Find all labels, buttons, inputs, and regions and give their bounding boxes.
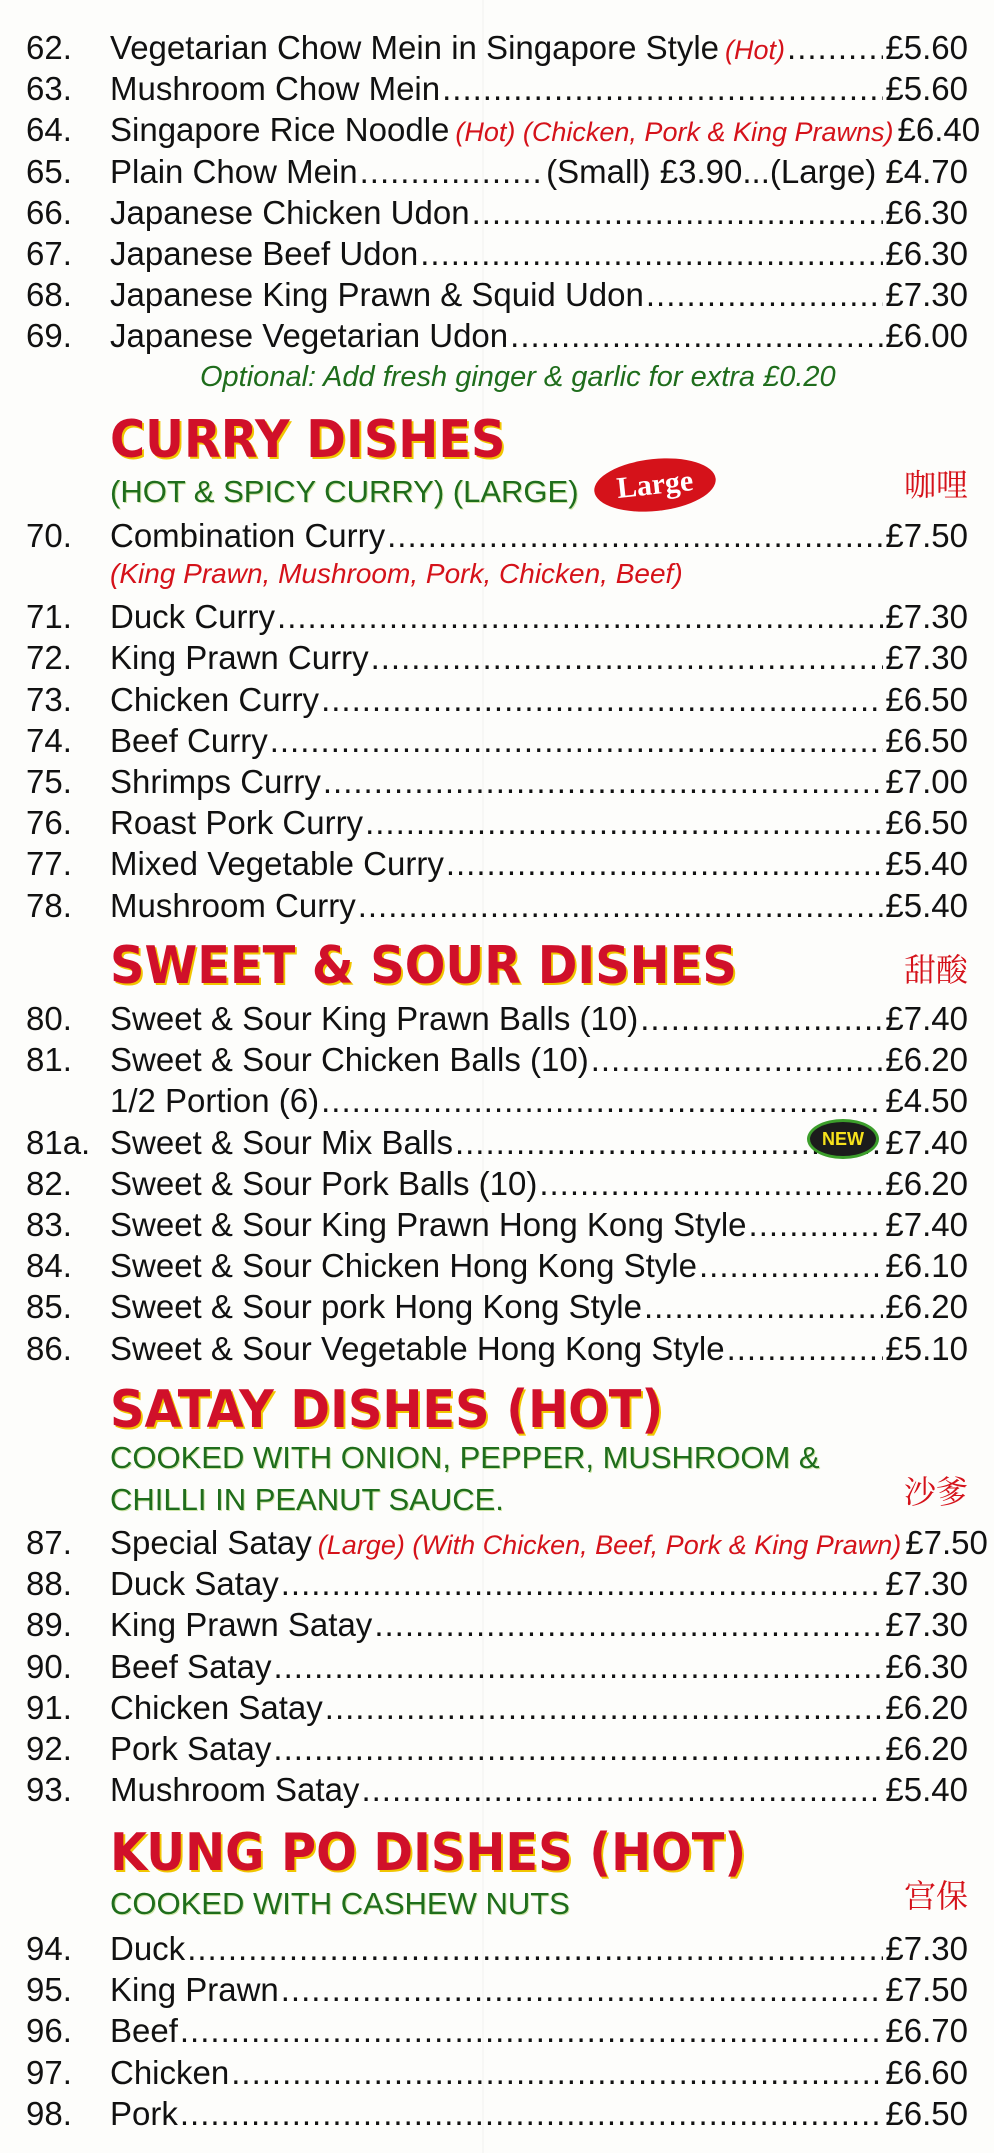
item-number: 94. — [26, 1930, 72, 1967]
item-price: £7.30 — [885, 1565, 968, 1603]
menu-item-row — [0, 1286, 994, 1327]
menu-item-row — [0, 1204, 994, 1245]
dot-leader — [420, 233, 883, 274]
item-price: £6.20 — [885, 1730, 968, 1767]
item-number: 81a. — [26, 1123, 91, 1161]
item-price: £7.50 — [905, 1524, 988, 1561]
menu-item-row — [0, 1604, 994, 1645]
item-name: Sweet & Sour Chicken Hong Kong Style — [110, 1247, 697, 1285]
item-price: £6.60 — [885, 2053, 968, 2091]
menu-item-row — [0, 515, 994, 556]
dot-leader — [727, 1328, 884, 1369]
kung-po-subheading: COOKED WITH CASHEW NUTS — [110, 1886, 570, 1921]
item-name: Duck Satay — [110, 1565, 279, 1603]
item-price: £7.30 — [885, 639, 968, 677]
item-number: 64. — [26, 111, 72, 149]
item-price: £6.40 — [897, 111, 981, 149]
menu-item-row — [0, 1969, 994, 2010]
dot-leader — [273, 1728, 883, 1769]
item-name: Combination Curry — [110, 517, 386, 554]
dot-leader — [180, 2010, 884, 2051]
item-price: £7.50 — [885, 517, 968, 554]
curry-heading: CURRY DISHES — [110, 410, 506, 470]
menu-item-row — [0, 802, 994, 843]
item-name: Sweet & Sour Vegetable Hong Kong Style — [110, 1329, 725, 1367]
dot-leader — [187, 1928, 883, 1969]
dot-leader — [539, 1163, 883, 1204]
item-note: (Large) (With Chicken, Beef, Pork & King Prawn) — [317, 1530, 902, 1560]
menu-item-row — [0, 1080, 994, 1121]
item-name: Special Satay — [110, 1524, 312, 1561]
item-name: King Prawn Curry — [110, 639, 369, 677]
dot-leader — [273, 1646, 883, 1687]
dot-leader — [325, 1687, 884, 1728]
dot-leader — [358, 885, 884, 926]
dot-leader — [591, 1039, 884, 1080]
item-number: 75. — [26, 763, 72, 800]
menu-item-row — [0, 679, 994, 720]
sweet-sour-chinese: 甜酸 — [903, 951, 968, 989]
item-number: 81. — [26, 1041, 72, 1079]
item-number: 72. — [26, 639, 72, 677]
menu-item-row — [0, 1039, 994, 1080]
dot-leader — [323, 761, 884, 802]
satay-chinese: 沙爹 — [903, 1473, 968, 1511]
item-number: 98. — [26, 2094, 72, 2132]
item-number: 66. — [26, 193, 72, 231]
item-price: £7.40 — [885, 1206, 968, 1243]
menu-item-row — [0, 637, 994, 678]
item-name: Duck Curry — [110, 598, 276, 636]
menu-item-row — [0, 274, 994, 315]
menu-item-row — [0, 151, 994, 192]
item-name: King Prawn — [110, 1971, 279, 2009]
item-name: Beef Curry — [110, 721, 268, 759]
item-name: 1/2 Portion (6) — [110, 1082, 320, 1120]
item-number: 96. — [26, 2012, 72, 2050]
item-price: £6.50 — [885, 804, 968, 842]
dot-leader — [442, 68, 883, 109]
item-number: 70. — [26, 517, 72, 554]
item-price: £6.00 — [885, 317, 968, 355]
item-number: 69. — [26, 317, 72, 355]
item-price: £5.40 — [885, 886, 968, 924]
item-name: King Prawn Satay — [110, 1606, 373, 1644]
item-price: £6.30 — [885, 1647, 968, 1685]
dot-leader — [277, 596, 883, 637]
sweet-sour-heading: SWEET & SOUR DISHES — [110, 936, 737, 996]
item-price: £6.30 — [885, 193, 968, 231]
dot-leader — [361, 1769, 883, 1810]
item-number: 86. — [26, 1329, 72, 1367]
item-number: 67. — [26, 235, 72, 272]
item-number: 73. — [26, 680, 72, 718]
menu-item-row — [0, 885, 994, 926]
item-number: 71. — [26, 598, 72, 636]
dot-leader — [360, 151, 544, 192]
large-badge: Large — [592, 453, 719, 517]
menu-item-row — [0, 2010, 994, 2051]
satay-heading: SATAY DISHES (HOT) — [110, 1380, 664, 1440]
item-name: Sweet & Sour pork Hong Kong Style — [110, 1288, 642, 1326]
item-name: Chicken — [110, 2053, 230, 2091]
item-number: 92. — [26, 1730, 72, 1767]
dot-leader — [644, 1286, 883, 1327]
item-price: £6.20 — [885, 1288, 968, 1326]
item-price: £6.50 — [885, 680, 968, 718]
item-number: 83. — [26, 1206, 72, 1243]
menu-item-row — [0, 998, 994, 1039]
menu-item-row — [0, 315, 994, 356]
item-price: £6.20 — [885, 1164, 968, 1202]
item-name: Sweet & Sour King Prawn Hong Kong Style — [110, 1206, 747, 1243]
item-price: £4.50 — [885, 1082, 968, 1120]
item-price: £6.10 — [885, 1247, 968, 1285]
item-number: 90. — [26, 1647, 72, 1685]
dot-leader — [472, 192, 884, 233]
menu-item-row — [0, 109, 994, 150]
item-name: Sweet & Sour Chicken Balls (10) — [110, 1041, 589, 1079]
menu-item-row — [0, 596, 994, 637]
menu-item-row — [0, 1563, 994, 1604]
item-name: Sweet & Sour King Prawn Balls (10) — [110, 1000, 639, 1037]
item-note: (Hot) (Chicken, Pork & King Prawns) — [455, 117, 894, 148]
menu-item-row — [0, 1728, 994, 1769]
combination-curry-note: (King Prawn, Mushroom, Pork, Chicken, Beef) — [110, 558, 683, 589]
curry-subheading: (HOT & SPICY CURRY) (LARGE) — [110, 474, 579, 509]
item-number: 63. — [26, 70, 72, 108]
menu-item-row — [0, 192, 994, 233]
dot-leader — [646, 274, 884, 315]
item-price: £5.40 — [885, 1771, 968, 1809]
item-price: (Small) £3.90...(Large) £4.70 — [546, 152, 968, 190]
item-name: Mixed Vegetable Curry — [110, 845, 444, 883]
menu-item-row — [0, 1769, 994, 1810]
dot-leader — [365, 802, 883, 843]
item-price: £6.30 — [885, 235, 968, 272]
item-name: Japanese Beef Udon — [110, 235, 419, 272]
menu-item-row — [0, 1928, 994, 1969]
dot-leader — [281, 1969, 884, 2010]
new-badge: NEW — [810, 1122, 876, 1156]
dot-leader — [180, 2093, 884, 2134]
item-number: 77. — [26, 845, 72, 883]
menu-item-row — [0, 843, 994, 884]
item-name: Vegetarian Chow Mein in Singapore Style — [110, 29, 720, 66]
item-number: 80. — [26, 1000, 72, 1037]
menu-item-row — [0, 1687, 994, 1728]
item-price: £7.00 — [885, 763, 968, 800]
item-price: £6.50 — [885, 2094, 968, 2132]
dot-leader — [387, 515, 883, 556]
kung-po-chinese: 宫保 — [903, 1877, 968, 1915]
dot-leader — [270, 720, 884, 761]
item-number: 78. — [26, 886, 72, 924]
kung-po-heading: KUNG PO DISHES (HOT) — [110, 1823, 747, 1883]
item-name: Beef Satay — [110, 1647, 272, 1685]
item-number: 76. — [26, 804, 72, 842]
item-number: 95. — [26, 1971, 72, 2009]
item-number: 85. — [26, 1288, 72, 1326]
curry-chinese: 咖哩 — [903, 466, 968, 504]
dot-leader — [321, 679, 883, 720]
item-note: (Hot) — [725, 35, 786, 65]
dot-leader — [281, 1563, 884, 1604]
menu-item-row — [0, 233, 994, 274]
item-number: 82. — [26, 1164, 72, 1202]
satay-subheading-2: CHILLI IN PEANUT SAUCE. — [110, 1482, 504, 1517]
item-number: 91. — [26, 1688, 72, 1726]
item-price: £6.70 — [885, 2012, 968, 2050]
item-price: £5.60 — [885, 29, 968, 66]
item-number: 68. — [26, 276, 72, 314]
optional-note: Optional: Add fresh ginger & garlic for extra £0.20 — [200, 361, 836, 393]
item-name: Chicken Satay — [110, 1688, 323, 1726]
item-price: £5.60 — [885, 70, 968, 108]
menu-item-row — [0, 1522, 994, 1563]
item-name: Sweet & Sour Mix Balls — [110, 1123, 453, 1161]
item-name: Japanese King Prawn & Squid Udon — [110, 276, 644, 314]
item-name: Pork — [110, 2094, 178, 2132]
dot-leader — [446, 843, 884, 884]
item-number: 87. — [26, 1524, 72, 1561]
item-name: Duck — [110, 1930, 186, 1967]
item-price: £6.20 — [885, 1688, 968, 1726]
item-name: Sweet & Sour Pork Balls (10) — [110, 1164, 538, 1202]
item-price: £7.30 — [885, 1930, 968, 1967]
item-price: £7.30 — [885, 276, 968, 314]
dot-leader — [371, 637, 884, 678]
item-number: 89. — [26, 1606, 72, 1644]
menu-item-row — [0, 2093, 994, 2134]
item-number: 97. — [26, 2053, 72, 2091]
item-number: 84. — [26, 1247, 72, 1285]
satay-subheading-1: COOKED WITH ONION, PEPPER, MUSHROOM & — [110, 1440, 820, 1475]
dot-leader — [787, 27, 883, 68]
item-number: 74. — [26, 721, 72, 759]
item-number: 62. — [26, 29, 72, 66]
item-name: Pork Satay — [110, 1730, 272, 1767]
item-price: £7.30 — [885, 598, 968, 636]
menu-item-row — [0, 2052, 994, 2093]
dot-leader — [374, 1604, 883, 1645]
dot-leader — [640, 998, 883, 1039]
menu-item-row — [0, 761, 994, 802]
menu-item-row — [0, 720, 994, 761]
item-price: £7.30 — [885, 1606, 968, 1644]
item-name: Chicken Curry — [110, 680, 320, 718]
item-number: 93. — [26, 1771, 72, 1809]
item-name: Plain Chow Mein — [110, 152, 358, 190]
menu-item-row — [0, 27, 994, 68]
item-name: Roast Pork Curry — [110, 804, 364, 842]
menu-item-row — [0, 68, 994, 109]
item-price: £7.40 — [885, 1123, 968, 1161]
item-name: Beef — [110, 2012, 178, 2050]
menu-item-row — [0, 1646, 994, 1687]
item-price: £6.20 — [885, 1041, 968, 1079]
dot-leader — [510, 315, 883, 356]
dot-leader — [231, 2052, 883, 2093]
item-price: £5.10 — [885, 1329, 968, 1367]
dot-leader — [321, 1080, 883, 1121]
menu-item-row — [0, 1328, 994, 1369]
item-price: £6.50 — [885, 721, 968, 759]
menu-item-row — [0, 1245, 994, 1286]
item-number: 88. — [26, 1565, 72, 1603]
item-name: Japanese Vegetarian Udon — [110, 317, 509, 355]
item-name: Singapore Rice Noodle — [110, 111, 450, 149]
item-name: Shrimps Curry — [110, 763, 321, 800]
item-name: Mushroom Chow Mein — [110, 70, 441, 108]
item-price: £5.40 — [885, 845, 968, 883]
dot-leader — [749, 1204, 884, 1245]
item-number: 65. — [26, 152, 72, 190]
item-name: Mushroom Curry — [110, 886, 356, 924]
menu-item-row — [0, 1163, 994, 1204]
item-name: Mushroom Satay — [110, 1771, 360, 1809]
item-price: £7.40 — [885, 1000, 968, 1037]
item-price: £7.50 — [885, 1971, 968, 2009]
dot-leader — [699, 1245, 883, 1286]
item-name: Japanese Chicken Udon — [110, 193, 470, 231]
